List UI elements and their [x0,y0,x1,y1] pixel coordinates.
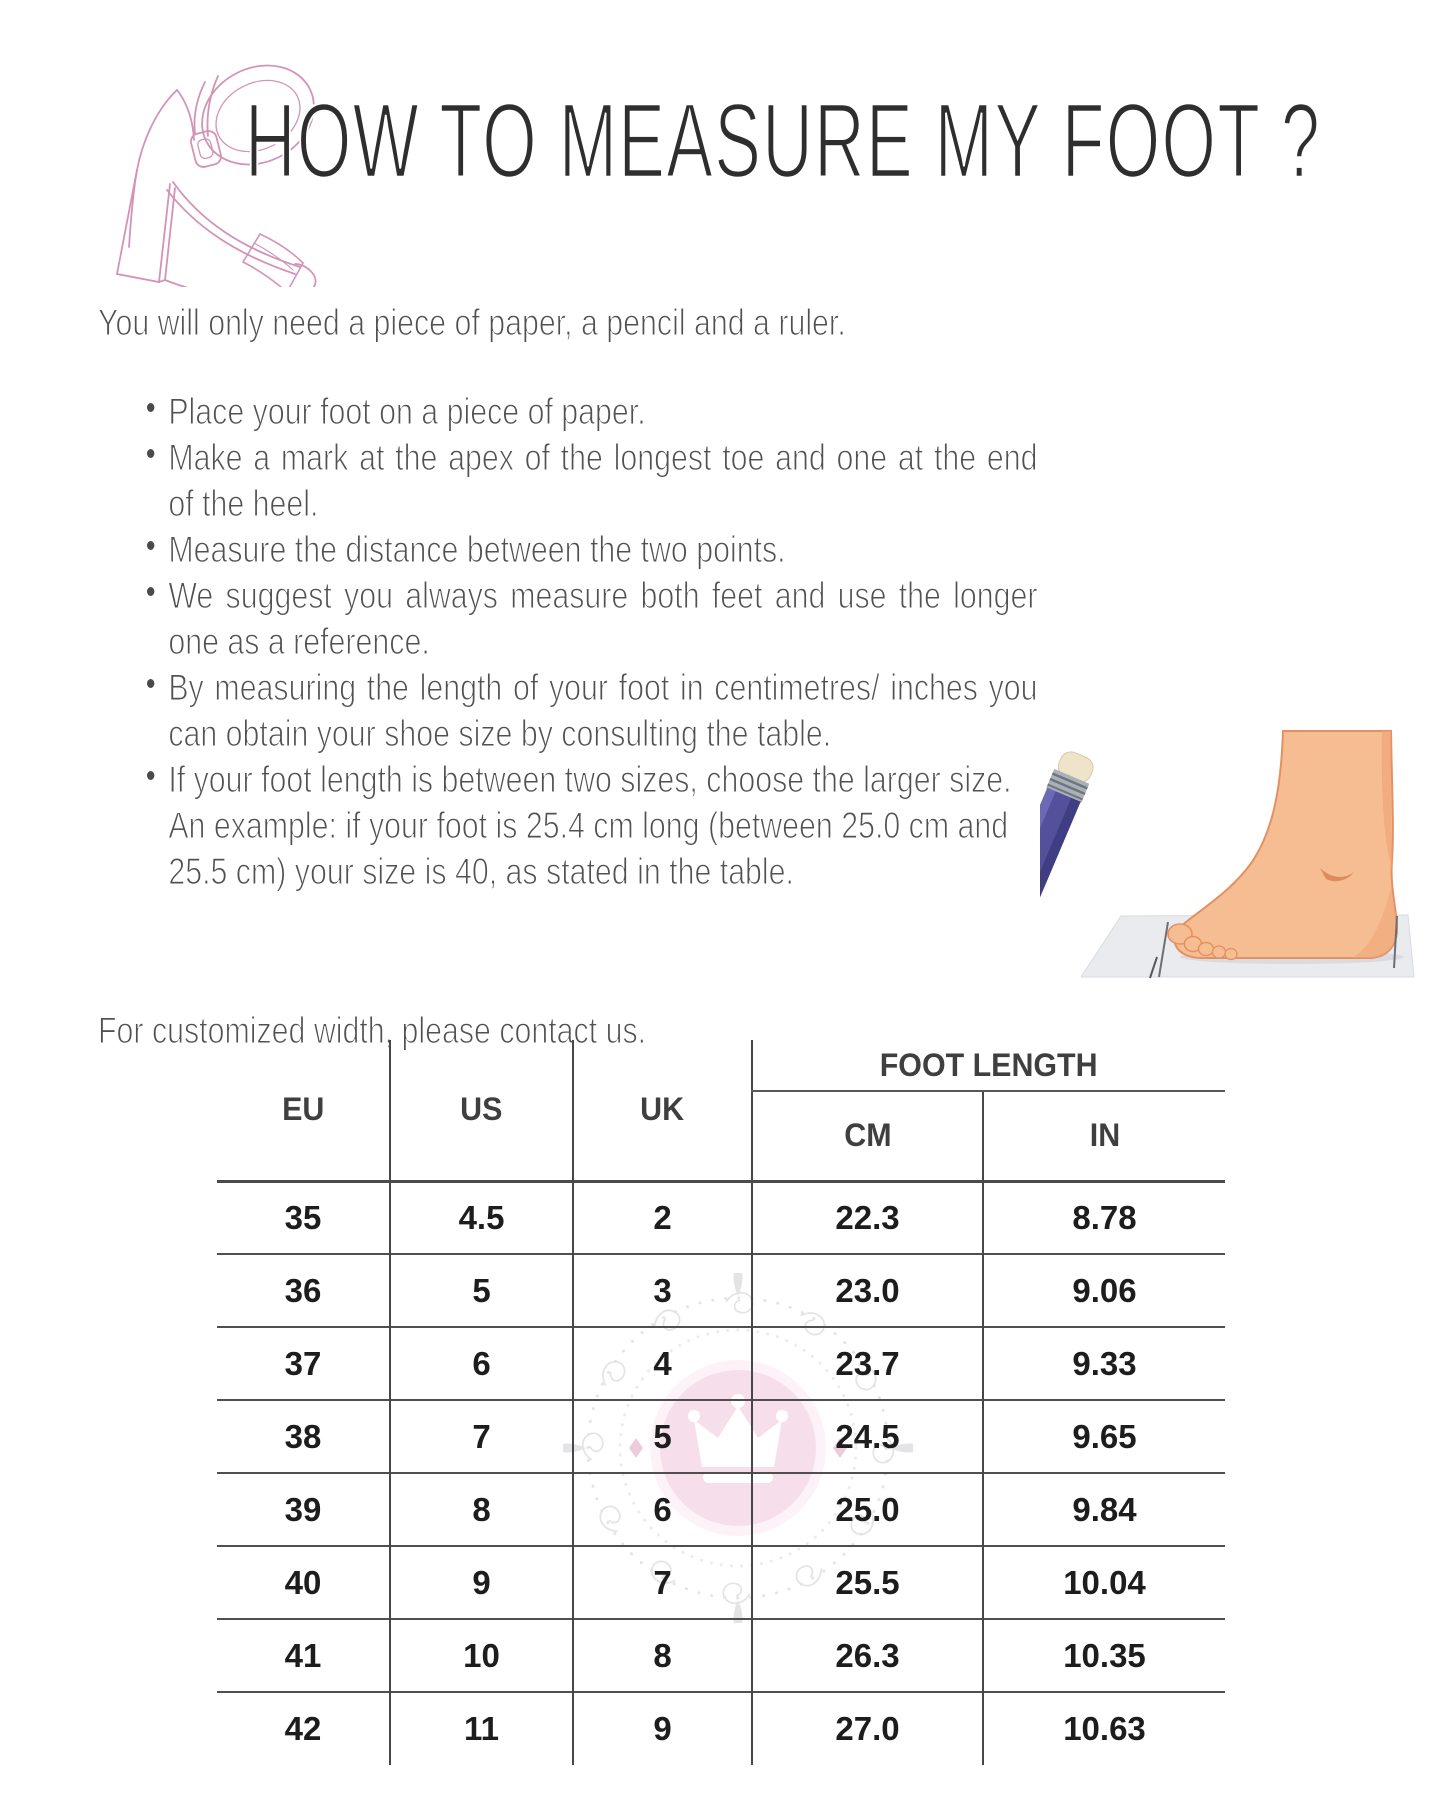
size-cell: 6 [573,1473,752,1546]
column-header-eu: EU [217,1040,390,1181]
size-cell: 6 [390,1327,573,1400]
table-row [217,1400,1225,1473]
size-cell: 23.7 [752,1327,983,1400]
size-cell: 7 [573,1546,752,1619]
size-cell: 27.0 [752,1692,983,1765]
custom-width-note: For customized width, please contact us. [98,1010,647,1051]
page-title: HOW TO MEASURE MY FOOT ? [245,82,1322,200]
size-cell: 11 [390,1692,573,1765]
size-cell: 36 [217,1254,390,1327]
size-cell: 23.0 [752,1254,983,1327]
list-item-text: By measuring the length of your foot in centimetres/ inches you can obtain your shoe size by consulting the table. [168,667,1038,754]
size-cell: 3 [573,1254,752,1327]
list-item-text: We suggest you always measure both feet and use the longer one as a reference. [168,575,1038,662]
list-item-text: Make a mark at the apex of the longest toe and one at the end of the heel. [168,437,1038,524]
size-cell: 8.78 [983,1181,1225,1254]
size-cell: 22.3 [752,1181,983,1254]
size-cell: 9.33 [983,1327,1225,1400]
size-cell: 25.0 [752,1473,983,1546]
size-cell: 42 [217,1692,390,1765]
size-cell: 8 [573,1619,752,1692]
column-header-in: IN [983,1091,1225,1181]
list-item-text: Place your foot on a piece of paper. [168,391,646,432]
table-row [217,1327,1225,1400]
size-cell: 35 [284,1198,322,1236]
table-row [217,1181,1225,1254]
size-cell: 39 [217,1473,390,1546]
size-cell: 9.65 [983,1400,1225,1473]
size-cell: 10.63 [983,1692,1225,1765]
size-cell: 9 [573,1692,752,1765]
size-cell: 4.5 [390,1181,573,1254]
list-item-text: Measure the distance between the two points. [168,529,786,570]
table-row [217,1546,1225,1619]
size-cell: 2 [573,1181,752,1254]
column-header-uk: UK [573,1040,752,1181]
table-row [217,1473,1225,1546]
table-row [217,1254,1225,1327]
table-row [217,1619,1225,1692]
size-cell: 10 [390,1619,573,1692]
size-cell: 9.84 [983,1473,1225,1546]
size-cell: 26.3 [752,1619,983,1692]
table-header-row [217,1040,1225,1091]
size-cell: 10.04 [983,1546,1225,1619]
size-cell: 24.5 [752,1400,983,1473]
intro-text: You will only need a piece of paper, a pencil and a ruler. [98,302,846,343]
size-cell: 4 [573,1327,752,1400]
size-cell: 38 [217,1400,390,1473]
list-item-text: If your foot length is between two sizes, choose the larger size. An example: if your foot is 25.4 cm long (between 25.0 cm and 25.5 cm) your size is 40, as stated in the table. [168,759,1012,892]
size-cell: 41 [217,1619,390,1692]
size-cell: 5 [573,1400,752,1473]
size-cell: 40 [217,1546,390,1619]
column-header-us: US [390,1040,573,1181]
shoe-size-table [217,1040,1225,1765]
size-cell: 25.5 [752,1546,983,1619]
size-cell: 37 [217,1327,390,1400]
column-group-foot-length: FOOT LENGTH [752,1040,1225,1091]
size-cell: 9 [390,1546,573,1619]
size-cell: 7 [390,1400,573,1473]
size-cell: 9.06 [983,1254,1225,1327]
size-cell: 8 [390,1473,573,1546]
size-cell: 10.35 [983,1619,1225,1692]
size-cell: 5 [390,1254,573,1327]
column-header-cm: CM [752,1091,983,1181]
table-row [217,1692,1225,1765]
